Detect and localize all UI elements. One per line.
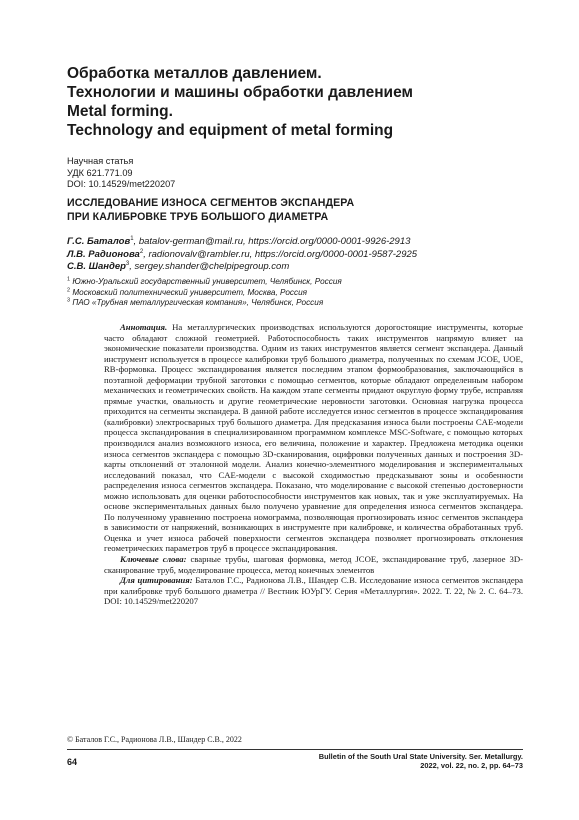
author-contact: , batalov-german@mail.ru, https://orcid.org/0000-0001-9926-2913: [133, 236, 411, 247]
journal-reference: [223, 752, 523, 770]
citation-text: Баталов Г.С., Радионова Л.В., Шандер С.В. Исследование износа сегментов экспандера при калибровке труб большого диаметра // Вестник ЮУрГУ. Серия «Металлургия». 2022. Т. 22, № 2. С. 64–73. DOI: 10.14529/met220207: [104, 575, 523, 607]
author-list: [67, 236, 537, 274]
author-affiliation-mark: 2: [139, 248, 144, 255]
doi: DOI: 10.14529/met220207: [67, 179, 176, 189]
journal-line: 2022, vol. 22, no. 2, pp. 64–73: [420, 761, 523, 771]
abstract-text: На металлургических производствах используются дорогостоящие инструменты, которые часто обладают сложной геометрией. Работоспособность таких инструментов напрямую влияет на экономические показатели производства. Одним из таких инструментов является сегмент экспандера. Данный инструмент используется в процессе калибровки труб большого диаметра, полученных по схемам JCOE, UOE, RB-формовка. Процесс экспандирования является последним этапом формообразования, заключающийся в поэтапной деформации трубной заготовки с помощью сегментов, которые обладают определенным набором механических и геометрических свойств. На каждом этапе сегменты придают округлую форму трубе, исправляя прямые участки, овальность и другие геометрические неровности заготовки. Основная нагрузка процесса приходится на сегменты экспандера. В данной работе исследуется износ сегментов в процессе экспандирования (калибровки) электросварных труб большого диаметра. Для предсказания износа были построены CAE-модели процесса экспандирования в специализированном программном комплексе MSC-Software, с помощью которых производился анализ возможного износа, его величина, положение и характер. Предложена методика оценки износа сегментов экспандера с помощью 3D-сканирования, оцифровки полученных данных и построения 3D-карты отклонений от эталонной модели. Анализ конечно-элементного моделирования и экспериментальных исследований показал, что CAE-модели с высокой сходимостью предсказывают зоны и особенности распределения износа сегментов экспандера. Показано, что моделирование с высокой степенью достоверности можно использовать для оценки работоспособности инструментов как новых, так и уже эксплуатируемых. На основе экспериментальных данных было получено уравнение для определения износа сегментов экспандера. По полученному уравнению построена номограмма, позволяющая прогнозировать износ сегментов экспандера в зависимости от напряжений, возникающих в инструменте при калибровке, и количества обработанных труб. Оценка и учет износа рабочей поверхности сегментов экспандера позволяет прогнозировать отклонения геометрических параметров труб в процессе экспандирования.: [104, 322, 523, 554]
author-contact: , sergey.shander@chelpipegroup.com: [129, 261, 290, 272]
author-row: [67, 236, 537, 249]
copyright-notice: © Баталов Г.С., Радионова Л.В., Шандер С.В., 2022: [67, 735, 242, 744]
affiliation-text: Московский политехнический университет, Москва, Россия: [70, 287, 308, 297]
author-affiliation-mark: 1: [130, 235, 134, 242]
citation-label: Для цитирования:: [120, 575, 193, 586]
abstract-label: Аннотация.: [120, 322, 168, 332]
udk-code: УДК 621.771.09: [67, 167, 133, 178]
article-title-line: ПРИ КАЛИБРОВКЕ ТРУБ БОЛЬШОГО ДИАМЕТРА: [67, 210, 329, 223]
section-heading-line: Обработка металлов давлением.: [67, 65, 322, 82]
citation-paragraph: [104, 575, 523, 607]
affiliation-mark: 3: [67, 297, 71, 304]
author-name: Г.С. Баталов: [67, 236, 131, 247]
section-heading: [67, 64, 537, 140]
article-meta: [67, 156, 367, 191]
keywords-paragraph: [104, 554, 523, 575]
footer-divider: [67, 749, 523, 750]
page-number: 64: [67, 757, 78, 767]
affiliation-mark: 1: [67, 276, 71, 283]
article-title-line: ИССЛЕДОВАНИЕ ИЗНОСА СЕГМЕНТОВ ЭКСПАНДЕРА: [67, 197, 355, 209]
author-affiliation-mark: 3: [125, 260, 130, 267]
author-name: С.В. Шандер: [67, 261, 126, 272]
author-row: [67, 249, 537, 262]
affiliation-row: [67, 298, 537, 309]
keywords-label: Ключевые слова:: [120, 554, 187, 565]
author-row: [67, 261, 537, 274]
journal-line: Bulletin of the South Ural State University. Ser. Metallurgy.: [318, 752, 523, 761]
affiliation-list: [67, 277, 537, 309]
abstract-paragraph: [104, 322, 523, 554]
article-title: [67, 197, 527, 224]
affiliation-row: [67, 277, 537, 288]
section-heading-line: Технологии и машины обработки давлением: [67, 84, 413, 101]
affiliation-text: Южно-Уральский государственный университет, Челябинск, Россия: [70, 277, 342, 286]
affiliation-row: [67, 288, 537, 299]
affiliation-text: ПАО «Трубная металлургическая компания», Челябинск, Россия: [70, 298, 324, 308]
author-name: Л.В. Радионова: [67, 248, 140, 260]
author-contact: , radionovalv@rambler.ru, https://orcid.org/0000-0001-9587-2925: [143, 248, 418, 260]
section-heading-line: Technology and equipment of metal forming: [67, 122, 394, 139]
keywords-text: сварные трубы, шаговая формовка, метод JCOE, экспандирование труб, лазерное 3D-сканирование труб, моделирование процесса, метод конечных элементов: [104, 554, 523, 575]
article-type: Научная статья: [67, 156, 134, 166]
abstract-block: [104, 322, 523, 607]
affiliation-mark: 2: [67, 286, 71, 293]
section-heading-line: Metal forming.: [67, 103, 173, 120]
